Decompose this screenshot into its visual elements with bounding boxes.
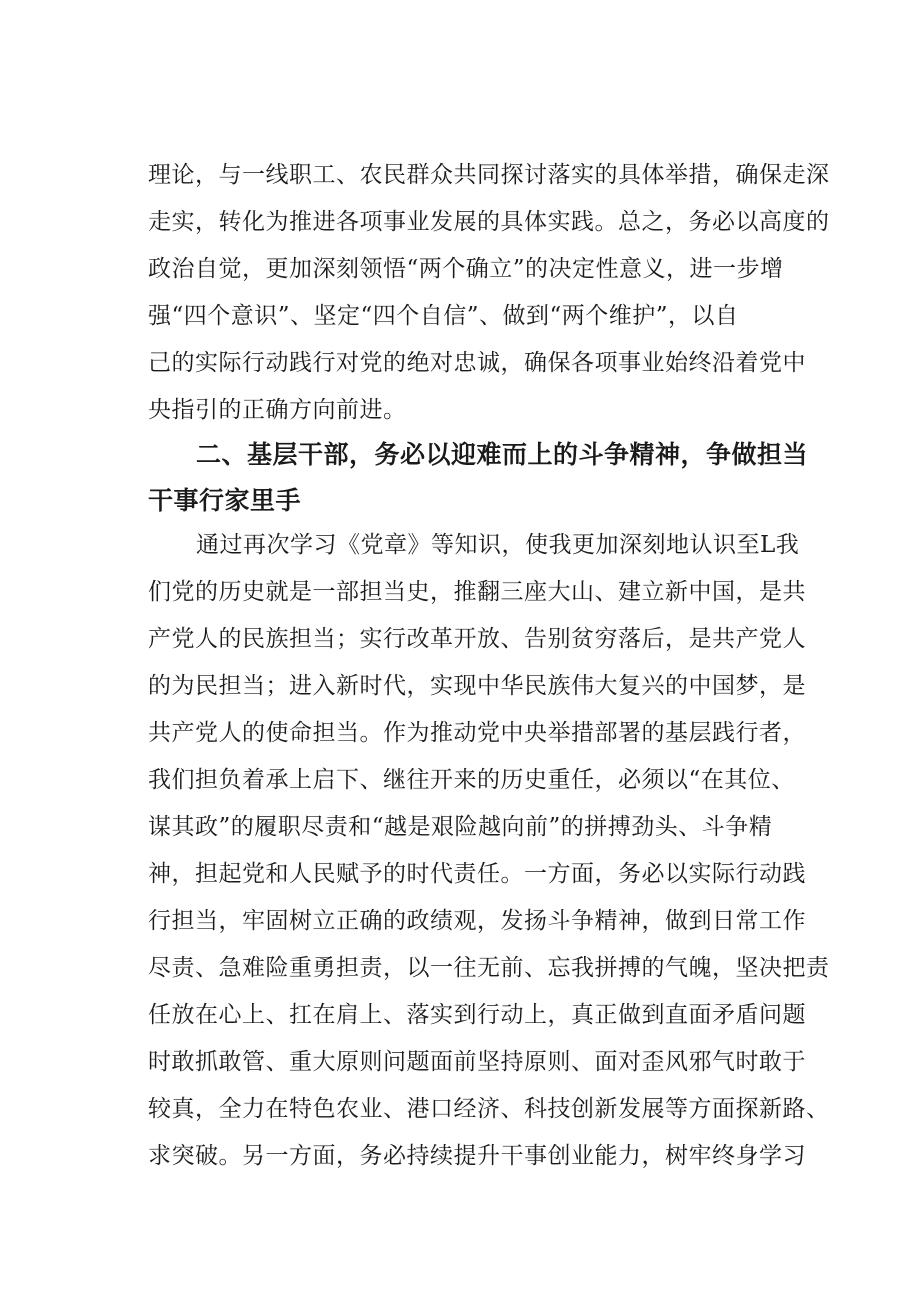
paragraph-line: 们党的历史就是一部担当史，推翻三座大山、建立新中国，是共 [148, 579, 806, 605]
paragraph-line: 我们担负着承上启下、继往开来的历史重任，必须以“在其位、 [148, 767, 795, 793]
paragraph-line: 央指引的正确方向前进。 [148, 397, 407, 423]
paragraph-line: 尽责、急难险重勇担责，以一往无前、忘我拼搏的气魄，坚决把责 [148, 955, 830, 981]
paragraph-line: 共产党人的使命担当。作为推动党中央举措部署的基层践行者， [148, 720, 806, 746]
paragraph-line: 时敢抓敢管、重大原则问题面前坚持原则、面对歪风邪气时敢于 [148, 1049, 806, 1075]
paragraph-line: 强“四个意识”、坚定“四个自信”、做到“两个维护”，以自 [148, 303, 739, 329]
paragraph-line: 的为民担当；进入新时代，实现中华民族伟大复兴的中国梦，是 [148, 673, 806, 699]
paragraph-line: 走实，转化为推进各项事业发展的具体实践。总之，务必以高度的 [148, 209, 830, 235]
section-heading: 干事行家里手 [148, 486, 302, 515]
paragraph-line: 产党人的民族担当；实行改革开放、告别贫穷落后，是共产党人 [148, 626, 806, 652]
paragraph-line: 较真，全力在特色农业、港口经济、科技创新发展等方面探新路、 [148, 1096, 830, 1122]
paragraph-line: 通过再次学习《党章》等知识，使我更加深刻地认识至L我 [196, 532, 800, 558]
paragraph-line: 理论，与一线职工、农民群众共同探讨落实的具体举措，确保走深 [148, 162, 830, 188]
paragraph-line: 任放在心上、扛在肩上、落实到行动上，真正做到直面矛盾问题 [148, 1002, 806, 1028]
paragraph-line: 求突破。另一方面，务必持续提升干事创业能力，树牢终身学习 [148, 1143, 806, 1169]
paragraph-line: 政治自觉，更加深刻领悟“两个确立”的决定性意义，进一步增 [148, 256, 784, 282]
paragraph-line: 神，担起党和人民赋予的时代责任。一方面，务必以实际行动践 [148, 861, 806, 887]
paragraph-line: 行担当，牢固树立正确的政绩观，发扬斗争精神，做到日常工作 [148, 908, 806, 934]
paragraph-line: 谋其政”的履职尽责和“越是艰险越向前”的拼搏劲头、斗争精 [148, 814, 773, 840]
paragraph-line: 己的实际行动践行对党的绝对忠诚，确保各项事业始终沿着党中 [148, 350, 806, 376]
section-heading: 二、基层干部，务必以迎难而上的斗争精神，争做担当 [196, 440, 809, 469]
